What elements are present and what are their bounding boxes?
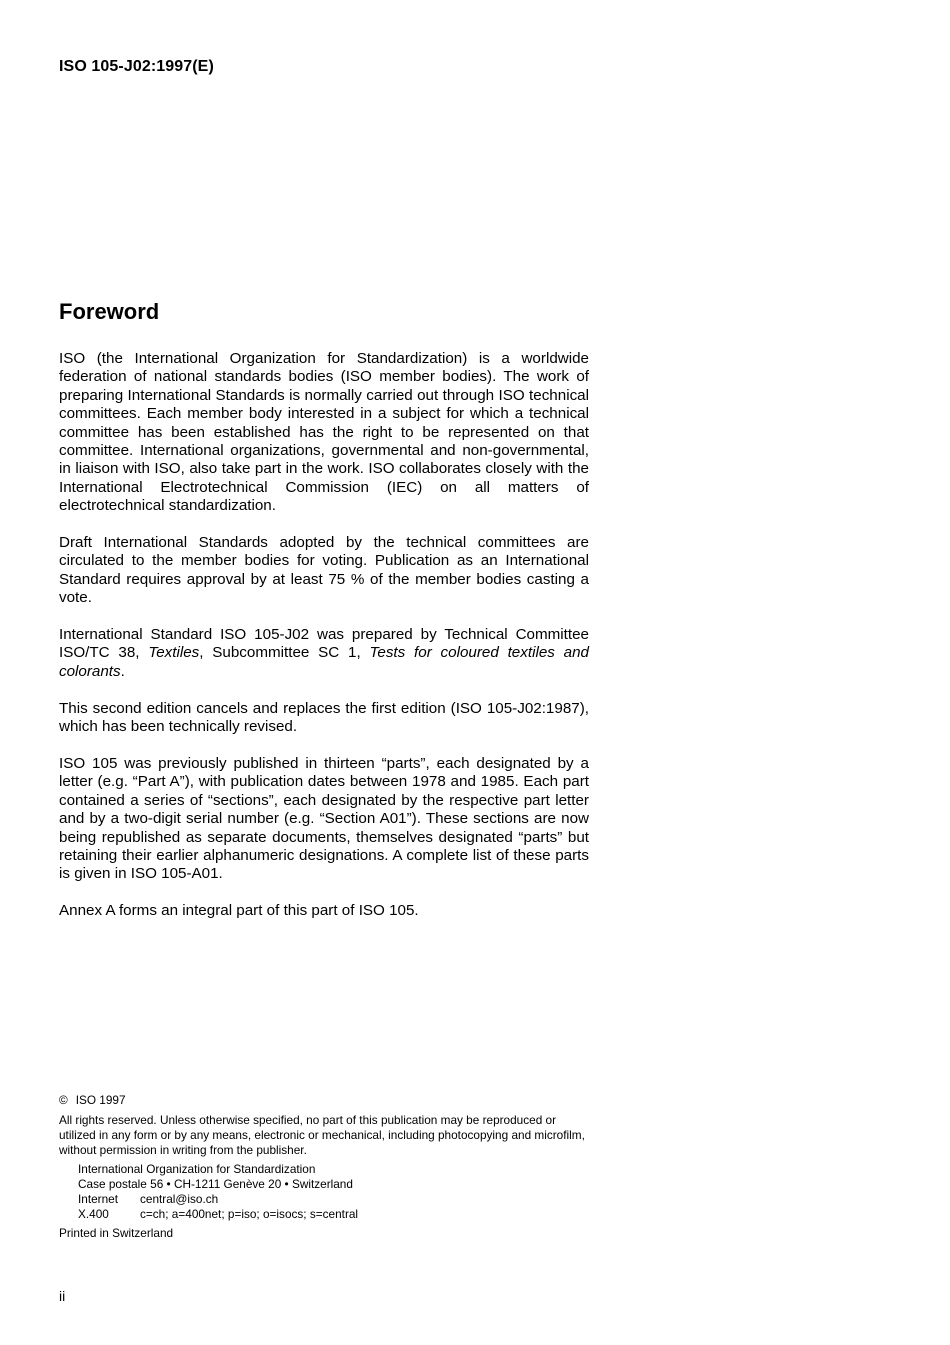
foreword-paragraph-1: ISO (the International Organization for Standardization) is a worldwide federation of national standards bodies (ISO member bodies). The work of preparing International Standards is normally carried out through ISO technical committees. Each member body interested in a subject for which a technical committee has been established has the right to be represented on that committee. International organizations, governmental and non-governmental, in liaison with ISO, also take part in the work. ISO collaborates closely with the International Electrotechnical Commission (IEC) on all matters of electrotechnical standardization. — [59, 350, 589, 515]
committee-name-italic: Textiles — [148, 644, 200, 662]
copyright-footer — [59, 1093, 589, 1241]
foreword-title: Foreword — [59, 299, 160, 324]
foreword-paragraph-3 — [59, 626, 589, 681]
foreword-paragraph-4: This second edition cancels and replaces the first edition (ISO 105-J02:1987), which has been technically revised. — [59, 699, 589, 736]
x400-value: c=ch; a=400net; p=iso; o=isocs; s=central — [140, 1207, 359, 1221]
foreword-paragraph-2: Draft International Standards adopted by the technical committees are circulated to the member bodies for voting. Publication as an International Standard requires approval by at least 75 % of the member bodies casting a vote. — [59, 534, 589, 607]
printed-in: Printed in Switzerland — [59, 1226, 174, 1240]
document-id-header: ISO 105-J02:1997(E) — [59, 58, 214, 75]
rights-statement: All rights reserved. Unless otherwise specified, no part of this publication may be reproduced or utilized in any form or by any means, electronic or mechanical, including photocopying and microfilm, without permission in writing from the publisher. — [59, 1113, 585, 1157]
address-internet — [78, 1192, 589, 1207]
page-number: ii — [59, 1288, 66, 1304]
internet-value: central@iso.ch — [140, 1192, 219, 1206]
subcommittee-name-italic: Tests for coloured textiles and colorants — [59, 644, 589, 680]
copyright-icon: © — [59, 1093, 68, 1107]
iso-address — [78, 1162, 589, 1222]
paragraph-text: International Standard ISO 105-J02 was prepared by Technical Committee ISO/TC 38, — [59, 626, 589, 662]
x400-label: X.400 — [78, 1207, 109, 1221]
copyright-line — [59, 1093, 589, 1108]
foreword-paragraph-6: Annex A forms an integral part of this part of ISO 105. — [59, 902, 419, 920]
paragraph-text: . — [120, 662, 125, 680]
address-x400 — [78, 1207, 589, 1222]
address-postal: Case postale 56 • CH-1211 Genève 20 • Switzerland — [78, 1177, 353, 1191]
foreword-body — [59, 350, 589, 939]
address-org: International Organization for Standardization — [78, 1162, 316, 1176]
internet-label: Internet — [78, 1192, 119, 1206]
paragraph-text: , Subcommittee SC 1, — [199, 644, 370, 662]
copyright-text: ISO 1997 — [75, 1093, 126, 1107]
foreword-paragraph-5: ISO 105 was previously published in thirteen “parts”, each designated by a letter (e.g. “Part A”), with publication dates between 1978 and 1985. Each part contained a series of “sections”, each designated by the respective part letter and by a two-digit serial number (e.g. “Section A01”). These sections are now being republished as separate documents, themselves designated “parts” but retaining their earlier alphanumeric designations. A complete list of these parts is given in ISO 105-A01. — [59, 754, 589, 883]
